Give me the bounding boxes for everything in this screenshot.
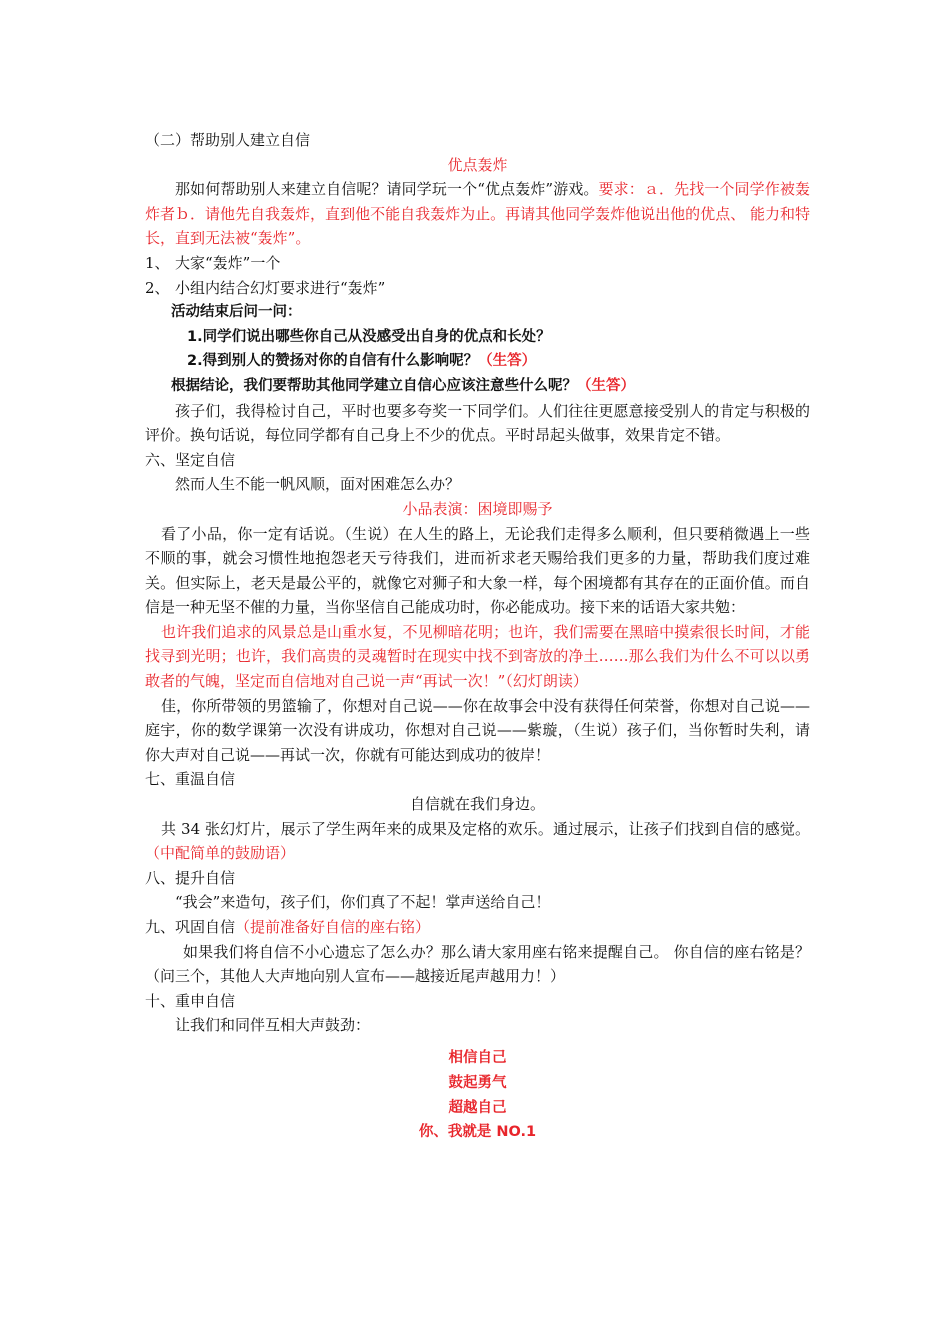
section-two-heading: （二）帮助别人建立自信 <box>145 131 311 149</box>
section-ten-heading: 十、重申自信 <box>145 991 236 1010</box>
section-two-closing: 孩子们，我得检讨自己，平时也要多夸奖一下同学们。人们往往更愿意接受别人的肯定与积极的评价。换句话说，每位同学都有自己身上不少的优点。平时昂起头做事，效果肯定不错。 <box>145 401 810 445</box>
spacer <box>145 1038 810 1046</box>
motto-line: 鼓起勇气 <box>448 1074 507 1091</box>
question-text: 2.得到别人的赞扬对你的自信有什么影响呢？ <box>187 353 479 370</box>
list-number: 2、 <box>145 278 170 297</box>
section-nine-paragraph: 如果我们将自信不小心遗忘了怎么办？那么请大家用座右铭来提醒自己。 你自信的座右铭是？（问三个，其他人大声地向别人宣布——越接近尾声越用力！） <box>145 942 810 986</box>
paragraph-text: 那如何帮助别人来建立自信呢？请同学玩一个“优点轰炸”游戏。 <box>175 180 599 199</box>
section-nine-heading <box>145 915 810 940</box>
section-six-title: 小品表演：困境即赐予 <box>402 499 553 518</box>
paragraph-text: 共 34 张幻灯片，展示了学生两年来的成果及定格的欢乐。通过展示，让孩子们找到自信的感觉。 <box>161 819 810 838</box>
question-1: 1.同学们说出哪些你自己从没感受出自身的优点和长处？ <box>187 328 551 345</box>
section-six-paragraph-2: 佳，你所带领的男篮输了，你想对自己说——你在故事会中没有获得任何荣誉，你想对自己说——庭宇，你的数学课第一次没有讲成功，你想对自己说——紫璇，（生说）孩子们，当你暂时失利，请你大声对自己说——再试一次，你就有可能达到成功的彼岸！ <box>145 696 810 764</box>
question-3 <box>145 374 810 399</box>
motto-line: 相信自己 <box>448 1049 507 1066</box>
question-2 <box>145 349 810 374</box>
motto-line: 你、我就是 NO.1 <box>418 1124 537 1141</box>
section-six-paragraph: 看了小品，你一定有话说。（生说）在人生的路上，无论我们走得多么顺利，但只要稍微遇上一些不顺的事，就会习惯性地抱怨老天亏待我们，进而祈求老天赐给我们更多的力量，帮助我们度过难关。但实际上，老天是最公平的，就像它对狮子和大象一样，每个困境都有其存在的正面价值。而自信是一种无坚不催的力量，当你坚信自己能成功时，你必能成功。接下来的话语大家共勉： <box>145 524 810 617</box>
section-seven-title: 自信就在我们身边。 <box>409 795 545 814</box>
list-item <box>145 276 810 301</box>
section-two-title: 优点轰炸 <box>447 155 508 174</box>
section-seven-paragraph <box>145 817 810 866</box>
answer-tag: （生答） <box>478 353 537 370</box>
document-page <box>145 128 810 1145</box>
section-six-intro: 然而人生不能一帆风顺，面对困难怎么办？ <box>175 475 461 494</box>
answer-tag: （生答） <box>577 377 635 394</box>
question-intro: 活动结束后问一问： <box>171 304 302 321</box>
list-text: 大家“轰炸”一个 <box>175 253 281 272</box>
list-number: 1、 <box>145 253 170 272</box>
heading-note: （提前准备好自信的座右铭） <box>235 918 431 936</box>
section-eight-heading: 八、提升自信 <box>145 868 236 887</box>
section-two-paragraph <box>145 177 810 251</box>
list-text: 小组内结合幻灯要求进行“轰炸” <box>175 278 386 297</box>
heading-text: 九、巩固自信 <box>145 918 236 936</box>
question-text: 根据结论，我们要帮助其他同学建立自信心应该注意些什么呢？ <box>171 377 577 394</box>
section-six-heading: 六、坚定自信 <box>145 450 236 469</box>
note-text: （中配简单的鼓励语） <box>145 844 296 863</box>
section-eight-paragraph: “我会”来造句，孩子们，你们真了不起！掌声送给自己！ <box>175 893 551 912</box>
list-item <box>145 251 810 276</box>
motto-line: 超越自己 <box>448 1099 507 1116</box>
encouragement-quote: 也许我们追求的风景总是山重水复，不见柳暗花明；也许，我们需要在黑暗中摸索很长时间，才能找寻到光明；也许，我们高贵的灵魂暂时在现实中找不到寄放的净土……那么我们为什么不可以以勇敢者的气魄，坚定而自信地对自己说一声“再试一次！”（幻灯朗读） <box>145 622 810 691</box>
section-ten-intro: 让我们和同伴互相大声鼓劲： <box>175 1016 371 1035</box>
requirement-text: 要求：ａ．先找一个同学作被轰炸者ｂ．请他先自我轰炸，直到他不能自我轰炸为止。再请其他同学轰炸他说出他的优点、 能力和特长，直到无法被“轰炸”。 <box>145 180 810 248</box>
section-seven-heading: 七、重温自信 <box>145 770 236 789</box>
